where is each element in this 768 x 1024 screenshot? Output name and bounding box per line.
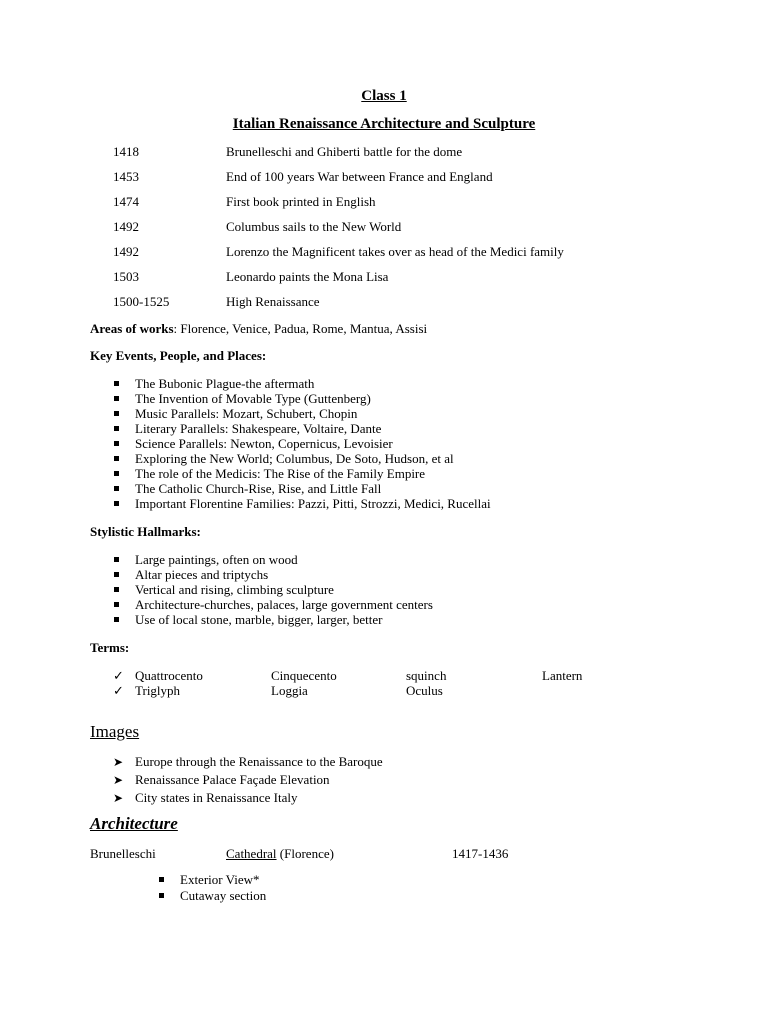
bullet-square-icon — [114, 381, 119, 386]
bullet-square-icon — [114, 602, 119, 607]
areas-value: : Florence, Venice, Padua, Rome, Mantua, Assisi — [173, 321, 428, 336]
bullet-square-icon — [114, 557, 119, 562]
timeline-row — [0, 269, 768, 287]
timeline-row — [0, 244, 768, 262]
term: Oculus — [406, 683, 443, 698]
list-item-text: Renaissance Palace Façade Elevation — [135, 772, 330, 787]
areas-of-works — [90, 321, 427, 337]
areas-label: Areas of works — [90, 321, 174, 336]
list-item-text: Music Parallels: Mozart, Schubert, Chopin — [135, 406, 358, 421]
key-events-list — [113, 376, 491, 511]
terms-row — [113, 683, 713, 699]
list-item-text: Large paintings, often on wood — [135, 552, 298, 567]
list-item-text: City states in Renaissance Italy — [135, 790, 298, 805]
list-item — [113, 421, 491, 436]
architecture-entry — [0, 846, 768, 864]
timeline-event: Columbus sails to the New World — [226, 219, 402, 234]
work-dates: 1417-1436 — [452, 846, 509, 861]
timeline-year: 1492 — [113, 219, 139, 234]
bullet-square-icon — [114, 501, 119, 506]
document-title: Class 1 — [361, 88, 407, 104]
terms-heading — [90, 640, 129, 656]
list-item-text: The role of the Medicis: The Rise of the Family Empire — [135, 466, 426, 481]
timeline-event: Lorenzo the Magnificent takes over as head of the Medici family — [226, 244, 564, 259]
bullet-square-icon — [114, 572, 119, 577]
list-item-text: Cutaway section — [180, 888, 267, 903]
timeline-row — [0, 144, 768, 162]
list-item-text: Architecture-churches, palaces, large government centers — [135, 597, 433, 612]
bullet-square-icon — [114, 456, 119, 461]
work-title — [226, 846, 334, 862]
list-item-text: Altar pieces and triptychs — [135, 567, 269, 582]
list-item-text: The Invention of Movable Type (Guttenberg) — [135, 391, 371, 406]
term: Quattrocento — [135, 668, 203, 683]
list-item — [113, 436, 491, 451]
terms-row — [113, 668, 713, 684]
images-heading: Images — [90, 722, 140, 741]
bullet-square-icon — [159, 893, 164, 898]
term: squinch — [406, 668, 447, 683]
images-list — [113, 753, 383, 807]
bullet-square-icon — [114, 471, 119, 476]
timeline-event: Brunelleschi and Ghiberti battle for the dome — [226, 144, 463, 159]
timeline-event: First book printed in English — [226, 194, 376, 209]
architect-name: Brunelleschi — [90, 846, 156, 861]
timeline-row — [0, 194, 768, 212]
checkmark-icon: ✓ — [113, 668, 124, 683]
timeline-event: End of 100 years War between France and England — [226, 169, 493, 184]
list-item-text: The Catholic Church-Rise, Rise, and Little Fall — [135, 481, 382, 496]
arrow-right-icon: ➤ — [113, 755, 124, 769]
list-item — [113, 552, 433, 567]
timeline-row — [0, 169, 768, 187]
list-item-text: Vertical and rising, climbing sculpture — [135, 582, 334, 597]
bullet-square-icon — [114, 441, 119, 446]
list-item-text: Science Parallels: Newton, Copernicus, Levoisier — [135, 436, 393, 451]
architecture-views-list — [158, 872, 266, 904]
timeline-year: 1453 — [113, 169, 139, 184]
work-name: Cathedral — [226, 846, 277, 861]
list-item-text: The Bubonic Plague-the aftermath — [135, 376, 315, 391]
terms-label: Terms: — [90, 640, 130, 655]
list-item-text: Literary Parallels: Shakespeare, Voltaire, Dante — [135, 421, 382, 436]
stylistic-heading — [90, 524, 201, 540]
list-item — [113, 406, 491, 421]
list-item — [113, 567, 433, 582]
stylistic-list — [113, 552, 433, 627]
list-item-text: Exterior View* — [180, 872, 260, 887]
work-location: (Florence) — [276, 846, 334, 861]
key-events-heading — [90, 348, 266, 364]
bullet-square-icon — [159, 877, 164, 882]
architecture-heading: Architecture — [90, 814, 178, 833]
timeline-year: 1492 — [113, 244, 139, 259]
timeline-year: 1474 — [113, 194, 139, 209]
term: Loggia — [271, 683, 308, 698]
bullet-square-icon — [114, 587, 119, 592]
bullet-square-icon — [114, 411, 119, 416]
arrow-right-icon: ➤ — [113, 791, 124, 805]
list-item-text: Europe through the Renaissance to the Baroque — [135, 754, 383, 769]
timeline-event: High Renaissance — [226, 294, 320, 309]
arrow-right-icon: ➤ — [113, 773, 124, 787]
list-item — [113, 582, 433, 597]
key-events-label: Key Events, People, and Places: — [90, 348, 267, 363]
term: Triglyph — [135, 683, 181, 698]
term: Cinquecento — [271, 668, 337, 683]
timeline-row — [0, 294, 768, 312]
list-item — [158, 888, 266, 904]
list-item — [113, 376, 491, 391]
bullet-square-icon — [114, 396, 119, 401]
timeline-event: Leonardo paints the Mona Lisa — [226, 269, 389, 284]
list-item — [113, 753, 383, 771]
list-item-text: Exploring the New World; Columbus, De Soto, Hudson, et al — [135, 451, 454, 466]
timeline-year: 1503 — [113, 269, 139, 284]
stylistic-label: Stylistic Hallmarks: — [90, 524, 201, 539]
list-item — [113, 481, 491, 496]
timeline-year: 1500-1525 — [113, 294, 170, 309]
document-subtitle: Italian Renaissance Architecture and Sculpture — [232, 116, 536, 132]
list-item — [113, 466, 491, 481]
list-item — [113, 597, 433, 612]
bullet-square-icon — [114, 617, 119, 622]
list-item — [113, 771, 383, 789]
list-item-text: Important Florentine Families: Pazzi, Pitti, Strozzi, Medici, Rucellai — [135, 496, 491, 511]
list-item — [113, 789, 383, 807]
bullet-square-icon — [114, 426, 119, 431]
list-item — [113, 496, 491, 511]
list-item — [158, 872, 266, 888]
term: Lantern — [542, 668, 583, 683]
list-item — [113, 451, 491, 466]
bullet-square-icon — [114, 486, 119, 491]
timeline-year: 1418 — [113, 144, 139, 159]
checkmark-icon: ✓ — [113, 683, 124, 698]
list-item-text: Use of local stone, marble, bigger, larger, better — [135, 612, 383, 627]
timeline-row — [0, 219, 768, 237]
list-item — [113, 612, 433, 627]
list-item — [113, 391, 491, 406]
